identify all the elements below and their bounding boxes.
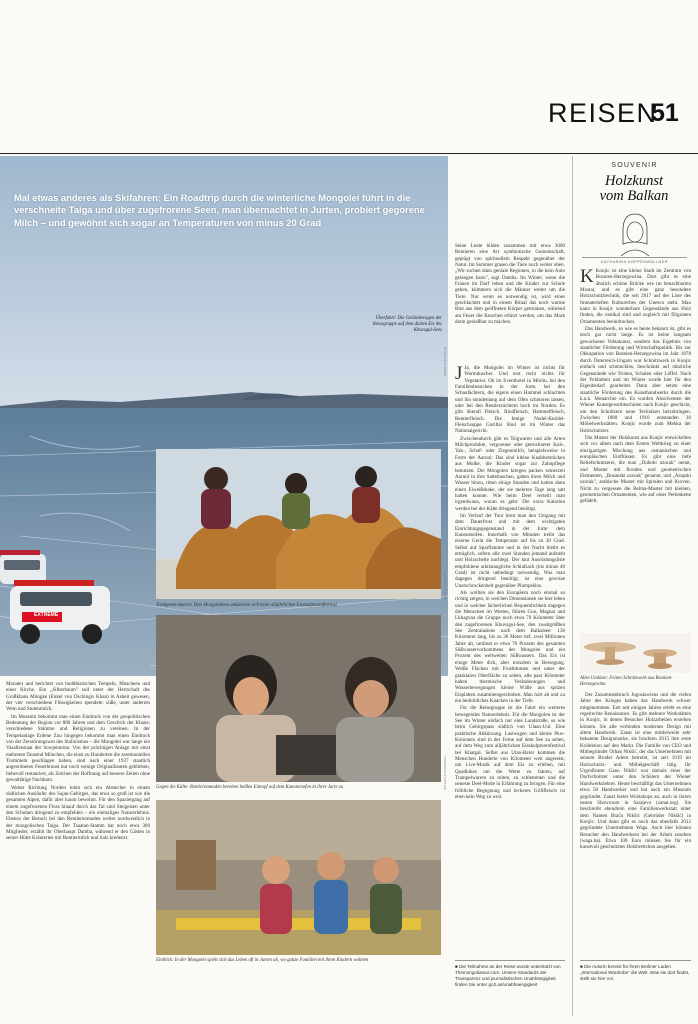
drop-cap: J <box>455 365 463 384</box>
car-icon <box>0 550 46 584</box>
photo-credit-2: MATHIAS KLINGENBERG <box>444 755 447 790</box>
paragraph: Zwischendurch gibt es Teigwaren und alle Arten Milchprodukte, vergorener oder getrockneter Kuh-, Yak-, Schaf- oder Ziegenmilch, beispielsweise in Form der Aaruul: Das sind kleine Knabberstücken aus Molke, die Kinder sogar zur Zahnpflege benutzen. Die Mongolen kriegen packen seinerzeit Aaruul in ihre Satteltaschen, gaben ihren Milch und Wasser hinzu, ritten einige Stunden und hatten dann einen Eiweißshake, der sie mehrere Tage lang satt halten konnte. Wie beim Deel verteilt man irgendwann, woran es geht: Die extra Kalorien werden bei der Kälte dringend benötigt. <box>455 435 565 512</box>
author-portrait <box>613 210 657 256</box>
article-column-mid-top <box>455 243 565 351</box>
paragraph: Das Handwerk, so wie es heute bekannt ist, gibt es noch gar nicht lange. Es ist keine langsam gewachsene Volkskunst, sondern das Ergebnis von staatlicher Förderung und Wirtschaftspolitik. Bis zur Okkupation von Bosnien-Herzegowina im Jahr 1878 durch Österreich-Ungarn war Schnitzwerk in Konjic einfach und schmucklos, beschränkt auf nützliche Gegenstände wie Truhen, Schalen oder Löffel. Nach der Feldarbeit und im Winter wurde hier für den Eigenbedarf gearbeitet. Dann aber setzte eine staatliche Förderung des Kunsthandwerks durch die k.u.k. Monarchie ein. Es wurden Absolventen der Wiener Kunstgewerbeschulen nach Konjic geschickt, um den Schnitzern neue Techniken beizubringen. Zwischen 1880 und 1910 entstanden 36 Möbelwerkstätten. Konjic wurde zum Mekka der Holzschnitzer. <box>580 326 691 434</box>
page-number: 51 <box>651 99 679 127</box>
author-note-rule <box>580 960 691 961</box>
woodwork-caption: Alles Umkiste: Feines Schnitzwerk aus Bosnien-Herzegowina <box>580 676 673 687</box>
author-rule <box>582 257 687 258</box>
photo-camels <box>156 449 441 599</box>
souvenir-body <box>580 268 691 630</box>
photo-woodwork <box>580 633 691 673</box>
souvenir-label: SOUVENIR <box>611 162 658 169</box>
souvenir-title-line-2: vom Balkan <box>599 188 669 204</box>
paragraph: Als wollten sie den Europäern noch einmal so richtig zeigen, in welchen Dimensionen sie hier leben und in welcher lächerlichen Bequemlichkeit dagegen die Menschen im Westen, führen Goo, Magnai und Lkhagvaa die Gruppe noch etwa 70 Kilometer über den zugefrorenen Khuvsgul-See, den zweitgrößten See Zentralasiens nach dem Baikalsee: 136 Kilometer lang, bis zu 36 Meter tief, zwei Millionen Jahre alt, umfasst er etwa 70 Prozent des gesamten Süßwasservorkommens der Mongolei und ein Prozent des weltweiten Süßwassers. Das Eis ist einige Meter dick, aber trotzdem in Bewegung. Weiße Flächen mit Frostblumen und unter der glasklaren Oberfläche zu sehen, alle paar Kilometer haben thermische Veränderungen und Wasserbewegungen kleine Wälle aus spitzen Eisplatten zusammengeschoben. Man hört ab und zu ein bedrohliches Knacken in der Tiefe. <box>455 590 565 704</box>
square-bullet-icon: ■ <box>455 964 460 969</box>
souvenir-title <box>580 174 688 204</box>
paragraph: Monate) und berichtet von buddhistischen Tempeln, Moscheen und einer Kirche. Ein „Silberbaum" soll unter der Herrschaft des Großkhans Möngke (Enkel von Dschingis Khan) in Asbeit gewesen, der vier verschiedene Flüssigkeiten spendete: süße, unter anderem Wein und Stutenmilch. <box>6 681 150 713</box>
paragraph: Der Zusammenbruch Jugoslawiens und die vielen Jahre des Krieges haben das Handwerk schwer mitgenommen. Erst seit einigen Jahren erlebt es eine regelrechte Renaissance. Es gibt mehrere Werkstätten in Konjic, in denen Besucher Holzarbeiten erstehen können. Sie alle verbinden modernes Design mit altem Handwerk. Zanat ist eine mittlerweile sehr bekannte Designmarke, sie brachten 2015 ihre erste Kollektion auf den Markt. Die Familie von CEO und Mitbegründer Orhan Nikšić, der das Unternehmen mit seinem Bruder Adem betreibt, ist seit 1919 im Holzschnitz- und Möbelgeschäft tätig. Ihr Urgroßvater Gano Nikšić war damals einer der Dorfschnitzer unter den Schülern der Wiener Handwerkslehrer. Heute beschäftigt das Unternehmen etwa 50 Handwerker und hat auch ein Museum gegründet. Zanat bietet Workshops an, auch in ihrem neuen Showroom in Sarajevo (zanat.org). Sie beschreibt ebendrein eine Familienwerkstatt unter dem Namen Brača Nikšić (Gebrüder Nikšić) in Konjic. Und dann gibt es noch das ebenfalls 2012 gegründete Unternehmen Wags. Auch hier können Besucher den Handwerkern bei der Arbeit zusehen (waga.ba). Etwa 100 Euro müssen Sie für ein kunstvoll geschnitztes Holzbrettchen ausgeben. <box>580 692 691 851</box>
disclaimer-rule <box>455 960 565 961</box>
hero-intro: Mal etwas anderes als Skifahren: Ein Roadtrip durch die winterliche Mongolei führt in die verschneite Taiga und über zugefrorene Seen, man übernachtet in Jurten, probiert gegorene Milch – und gewöhnt sich sogar an Temperaturen von minus 20 Grad <box>14 192 425 228</box>
page-header <box>548 96 688 130</box>
article-column-mid <box>455 365 565 951</box>
photo-ger <box>156 615 441 782</box>
paragraph: Seine Leute bilden zusammen mit etwa 3000 Rentieren eine Art symbiotische Gemeinschaft, geprägt von spirituellem Respekt gegenüber der Natur. Im Sommer grasen die Tiere noch weiter oben. „Wir suchen dann geniale Regionen, in die kein Auto gelangen kann", sagt Damba. Im Winter, wenn die Frauen im Dorf leben und die Kinder zur Schule gehen, kümmern sich die Männer weiter um die Tiere. Nur wenn es notwendig ist, wird eines geschlachtet und in einem Ritual das noch warme Blut aus dem geöffneten Körper getrunken, während am Feuer die Knochen erhitzt werden, um das Mark darin genießbar zu machen. <box>455 243 565 326</box>
kids-caption: Einblick: In der Mongolei spielt sich das Leben oft in Jurten ab, wo ganze Familien mit ihren Kindern wohnen <box>156 958 369 963</box>
disclaimer <box>455 964 567 988</box>
paragraph: Für die Reisegruppe ist die Fahrt ein weiteres bewegendes Naturerlebnis. Für die Mongolen ist der See im Winter einfach nur eine Landstraße, so wie beim Gebirgspass südlich von Ulaan-Uul. Eine praktische Abkürzung. Lastwagen und kleine Pkw-Kolonnen sind in der Ferne auf dem See zu sehen, auf dem Weg zum alljährlichen Eisskulpturenfestival bei Khatgal. Selbst aus Ulan-Bator kommen die Menschen Hunderte von Kilometer weit angereist, um Live-Musik auf dem Eis zu erleben, mit Quadbikes um die Wette zu fahren, auf Trampelwarren zu reiten, zu schlemmen und die neueste Deel-Mode in Erfahrung zu bringen. Für eine fröhliche Begegnung und leckeres Grillfleisch ist eben kein Weg zu weit. <box>455 705 565 801</box>
paragraph: Im Museum bekommt man einen Eindruck von der geopolitischen Bedeutung der Region vor 800 Jahren und dem Geschick der Khane, verschiedene Stämme und Religionen zu vereinen. In der Tempelanlage Erdene Zuu hingegen bekommt man einen Eindruck von der Zerstörungswut des Stalinismus – die Mongolei war lange ein Vasallenstaat der Sowjetunion. Von der prächtigen Anlage mit einst mehreren Tausend Mönchen, die einst zu Hunderten die zeremoniellen Trommeln geschlagen haben, sind nach einer 1937 staatlich angeordneten Feuerbrunst nur noch wenige Originalbauten geblieben, liebevoll restauriert, als Zeichen der Hoffnung auf bessere Zeiten ohne gewalttätige Nachbarn. <box>6 713 150 784</box>
header-rule <box>0 153 698 154</box>
camels-caption: Trompeten-Auerot: Drei Mongolinnen amüsieren sich beim alljährlichen Eisskulpturenfestival <box>156 603 337 608</box>
photo-kids <box>156 800 441 955</box>
photo-credit-1: MICHAEL ZAMOYSK <box>444 572 447 600</box>
drop-cap: K <box>580 268 594 287</box>
souvenir-title-line-1: Holzkunst <box>605 173 663 189</box>
disclaimer-text: Die Teilnahme an der Reise wurde unterstützt von Themongoliatour.com. Unsere Standards der Transparenz und journalistischen Unabhängigkeit finden Sie unter go2.as/unabhaengigkeit <box>455 964 561 987</box>
paragraph: Die Muster der Holzkunst aus Konjic entwickelten sich vor allem nach dem Ersten Weltkrieg zu einer einzigartigen Mischung aus osmanischen und europäischen Einflüssen. Es gibt eine tiefe Reliefschnitzerei, die man „Duboki uzorak" nennt, und Muster mit floralen und geometrischen Elementen, „Bosanski uzorak" genannt, und „Arapski uzorak", arabische Muster mit Spiralen und Kurven. Nicht zu vergessen die Relma-Muster mit kleinen, geometrischen Ornamenten, wie auf einer Perlenkette gefädelt. <box>580 434 691 505</box>
hero-credit: ANDRE FORSTER (4) <box>444 346 447 376</box>
paragraph: Weiter Richtung Norden lohnt sich ein Abstecher in einem südlichen Ausläufer des Sajan-Gebirges, das etwa so groß ist wie die gesamten Alpen, dafür aber kaum bewohnt. Für den Spaziergang auf einem zugefrorenen Fluss hinauf durch das Tal sind Steigeisen unter den Schuhen dringend zu empfehlen – ein einmaliges Naturerlebnis. Ebenso der Besuch bei den Rentiernomaden weiter nordwestlich in der mongolischen Taiga. Der Tsaatan-Stamm hat noch etwa 300 Mitglieder, erzählt ihr Oberhaupt Damba, während er den Gästen in seiner Hütte Kräutertee mit Rentiermilch und Salz kredenzt. <box>6 784 150 842</box>
paragraph-text: Konjic ist eine kleine Stadt im Zentrum von Bosnien-Herzegowina. Dort gibt es eine ähnlich schöne Brücke wie im benachbarten Mostar, und es gibt eine ganz besondere Holzschnitztechnik, die seit 2017 auf der Liste des Immateriellen Kulturerbes der Unesco steht. Man kann in Konjic wunderbare Gegenstände aus Holz finden, die rustikal sind und zugleich mit filigranen Ornamenten beeindrucken. <box>580 268 691 325</box>
souvenir-author: KATHARINA KOPPENWALLNER <box>601 259 668 264</box>
ger-caption: Gegen die Kälte: Rentiernomaden bereiten heißen Eintopf auf dem Kanonenofen in ihrer Jurte zu <box>156 785 344 790</box>
author-note-text: Die Autorin bereist für ihren Berliner Laden „International Wardrobe" die Welt. Was sie dort findet, stellt sie hier vor. <box>580 964 690 981</box>
hero-caption: Überfahrt: Die Geländewagen der Reisegruppe auf dem dicken Eis des Khuvsgul-Sees <box>372 316 442 333</box>
section-title: REISEN <box>548 98 658 128</box>
paragraph-text: Ja, die Mongolei im Winter ist nichts für Warmduscher. Und erst recht nichts für Vegetarier. Ob im Eventhotel in Mörön, bei den Familienbesuchen in der Jurte, bei den Schaufächtern, die eigens einen Hammel schlachten und ihn stundenlang auf dem Ofen schmoren lassen, oder bei den Rentierzüchtern hoch im Norden. Es gibt überall Fleisch. Rindfleisch, Hammelfleisch, Rentierfleisch. Die fettige Nudel-Knödel-Fleischsuppe Guriltai Shul ist im Winter das Nationalgericht. <box>455 365 565 435</box>
paragraph: Im Verlauf der Tour lernt man den Umgang mit dem Dauerfrost und mit dem wichtigsten Einrichtungsgegenstand in der Jurte: dem Kanonenofen. Innerhalb von Minuten treibt das eiserne Gerät die Temperatur auf bis zu 30 Grad. Selbst auf Sparflamme und in der Nacht bleibt es erträglich, sofern alle zwei Stunden jemand aufsteht und Holzscheite nachlegt. Der laut Ausrüstungsliste empfohlene arktistaugliche Schlafsack (bis minus 40 Grad) ist nicht unbedingt notwendig. Was man dagegen dringend benötigt, ist eine gewisse Unerschrockenheit gegenüber Plumpsklos. <box>455 512 565 589</box>
author-note <box>580 964 692 982</box>
paragraph <box>455 365 565 435</box>
article-column-left <box>6 681 150 997</box>
square-bullet-icon: ■ <box>580 964 585 969</box>
car-sticker: EXTREME <box>34 612 59 618</box>
paragraph <box>580 268 691 325</box>
souvenir-body-2 <box>580 692 691 955</box>
